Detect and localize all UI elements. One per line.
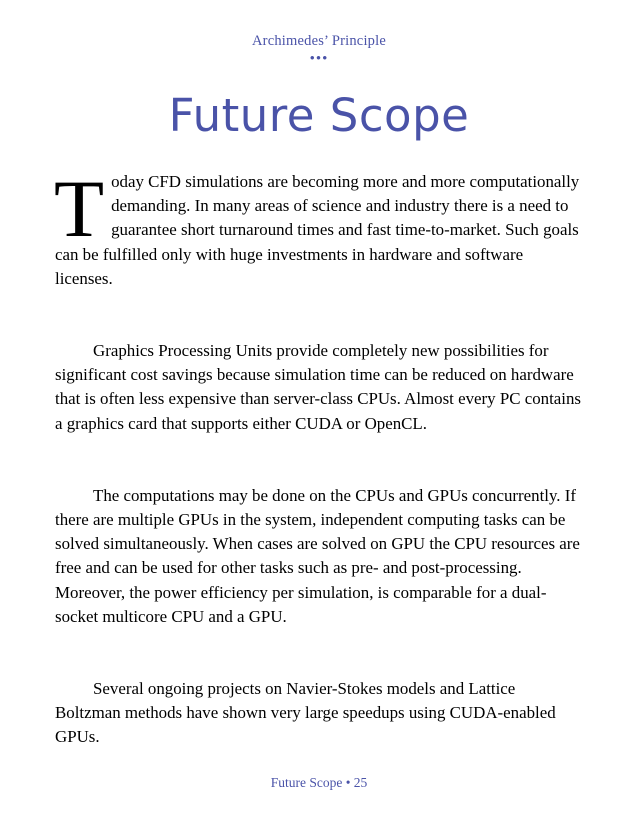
body-text [54, 163, 585, 750]
running-header: Archimedes’ Principle [252, 33, 386, 49]
paragraph-3: The computations may be done on the CPUs and GPUs concurrently. If there are multiple GPUs in the system, independent computing tasks can be solved simultaneously. When cases are solved on GPU the CPU resources are free and can be used for other tasks such as pre- and post-processing. Moreover, the power efficiency per simulation, is comparable for a dual-socket multicore CPU and a GPU. [55, 485, 580, 626]
paragraph-1 [54, 163, 585, 291]
page-title: Future Scope [168, 89, 470, 142]
drop-cap: T [54, 163, 105, 254]
paragraph-1-text: oday CFD simulations are becoming more and more computationally demanding. In many areas of science and industry there is a need to guarantee short turnaround times and fast time-to-market. Such goals can be fulfilled only with huge investments in hardware and software licenses. [55, 172, 580, 288]
paragraph-2: Graphics Processing Units provide completely new possibilities for significant cost savings because simulation time can be reduced on hardware that is often less expensive than server-class CPUs. Almost every PC contains a graphics card that supports either CUDA or OpenCL. [55, 341, 582, 433]
header-ornament: ••• [309, 51, 329, 67]
paragraph-4: Several ongoing projects on Navier-Stokes models and Lattice Boltzman methods have shown very large speedups using CUDA-enabled GPUs. [55, 679, 556, 747]
page-footer: Future Scope • 25 [270, 775, 368, 790]
